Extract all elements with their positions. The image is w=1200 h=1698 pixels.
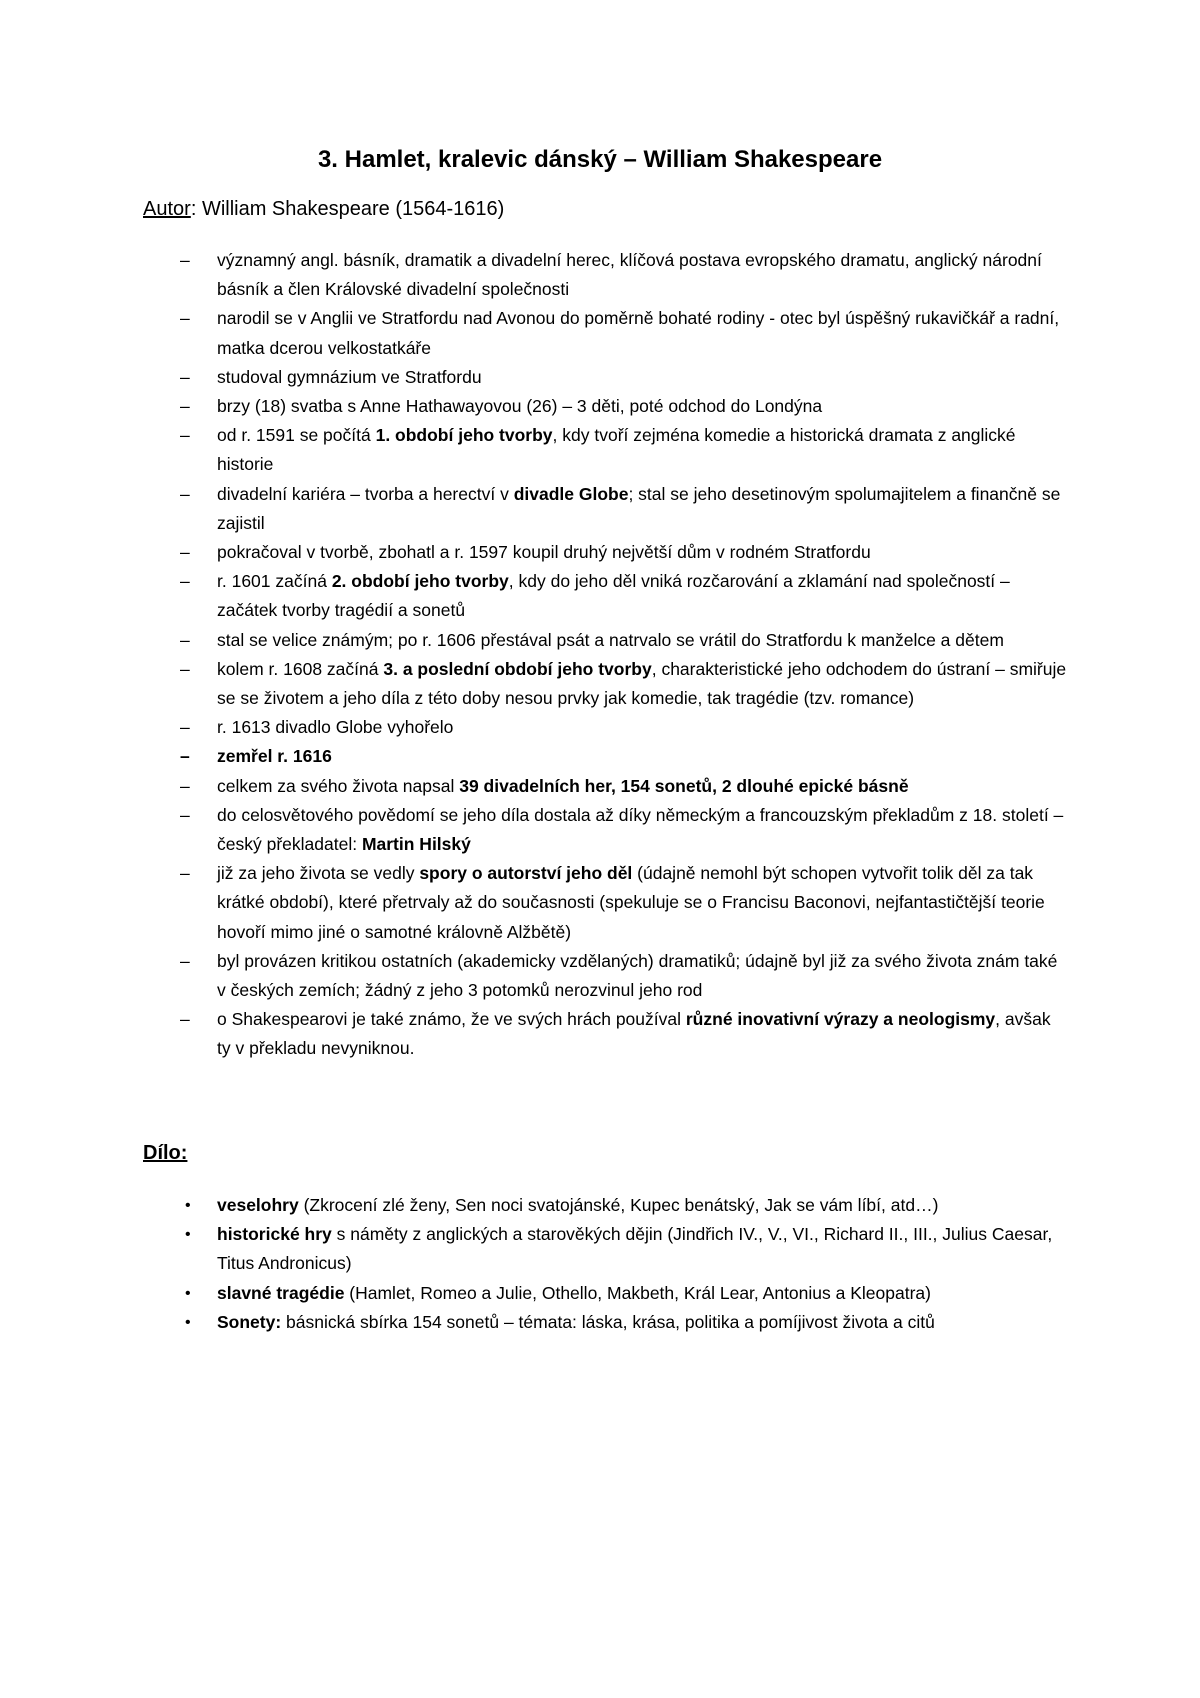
fact-item bbox=[143, 421, 1068, 479]
dash-marker: – bbox=[180, 804, 190, 825]
text-run: byl provázen kritikou ostatních (akademicky vzdělaných) dramatiků; údajně byl již za svého života znám také v českých zemích; žádný z jeho 3 potomků nerozvinul jeho rod bbox=[217, 950, 1058, 1001]
fact-item bbox=[143, 859, 1068, 947]
dash-marker: – bbox=[180, 863, 190, 884]
bold-text: různé inovativní výrazy a neologismy bbox=[685, 1009, 996, 1030]
text-run: již za jeho života se vedly bbox=[217, 863, 420, 884]
dash-marker: – bbox=[180, 1009, 190, 1030]
text-run: (údajně nemohl být schopen vytvořit tolik děl za tak krátké období), které přetrvaly až do současnosti (spekuluje se o Francisu Baconovi, nejfantastičtější teorie hovoří mimo jiné o samotné královně Alžbětě) bbox=[217, 863, 1045, 942]
fact-item bbox=[143, 947, 1068, 1005]
dash-marker: – bbox=[180, 308, 190, 329]
bullet-marker: • bbox=[185, 1313, 191, 1331]
facts-list bbox=[143, 246, 1068, 1064]
text-run: , avšak ty v překladu nevyniknou. bbox=[217, 1009, 1051, 1059]
text-run: , charakteristické jeho odchodem do ústraní – smiřuje se se životem a jeho díla z této doby nesou prvky jak komedie, tak tragédie (tzv. romance) bbox=[217, 658, 1067, 709]
author-line bbox=[143, 198, 504, 221]
bold-text: divadle Globe bbox=[513, 483, 629, 504]
bold-text: Martin Hilský bbox=[361, 834, 471, 855]
text-run: celkem za svého života napsal bbox=[217, 775, 460, 796]
bold-text: 1. období jeho tvorby bbox=[375, 425, 553, 446]
bold-text: 3. a poslední období jeho tvorby bbox=[383, 658, 652, 679]
fact-item bbox=[143, 626, 1068, 655]
dash-marker: – bbox=[180, 950, 190, 971]
text-run: ; stal se jeho desetinovým spolumajitelem a finančně se zajistil bbox=[217, 483, 1061, 533]
bold-text: 2. období jeho tvorby bbox=[331, 571, 509, 592]
bullet-marker: • bbox=[185, 1226, 191, 1244]
text-run: do celosvětového povědomí se jeho díla dostala až díky německým a francouzským překladům z 18. století – český překladatel: bbox=[217, 804, 1064, 855]
works-list bbox=[143, 1191, 1068, 1337]
dash-marker: – bbox=[180, 658, 190, 679]
text-run: (Zkrocení zlé ženy, Sen noci svatojánské, Kupec benátský, Jak se vám líbí, atd…) bbox=[298, 1195, 939, 1215]
fact-item bbox=[143, 567, 1068, 625]
dash-marker: – bbox=[180, 425, 190, 446]
text-run: pokračoval v tvorbě, zbohatl a r. 1597 koupil druhý největší dům v rodném Stratfordu bbox=[217, 542, 871, 563]
fact-item bbox=[143, 1005, 1068, 1063]
bullet-marker: • bbox=[185, 1197, 191, 1214]
fact-item bbox=[143, 363, 1068, 392]
text-run: , kdy do jeho děl vniká rozčarování a zklamání nad společností – začátek tvorby tragédií a sonetů bbox=[217, 571, 1010, 621]
fact-item bbox=[143, 304, 1068, 362]
dash-marker: – bbox=[180, 775, 190, 796]
fact-item bbox=[143, 655, 1068, 713]
text-run: r. 1601 začíná bbox=[217, 571, 332, 592]
fact-item bbox=[143, 742, 1068, 771]
text-run: divadelní kariéra – tvorba a herectví v bbox=[217, 483, 514, 504]
text-run: stal se velice známým; po r. 1606 přestával psát a natrvalo se vrátil do Stratfordu k manželce a dětem bbox=[217, 629, 1004, 650]
dash-marker: – bbox=[180, 542, 190, 563]
dash-marker: – bbox=[180, 250, 190, 270]
text-run: kolem r. 1608 začíná bbox=[217, 658, 384, 679]
fact-item bbox=[143, 480, 1068, 538]
text-run: od r. 1591 se počítá bbox=[217, 425, 376, 446]
dash-marker: – bbox=[180, 746, 190, 767]
author-separator: : bbox=[190, 198, 202, 220]
bold-text: 39 divadelních her, 154 sonetů, 2 dlouhé epické básně bbox=[459, 775, 909, 796]
fact-item bbox=[143, 713, 1068, 742]
works-heading: Dílo: bbox=[143, 1142, 188, 1164]
dash-marker: – bbox=[180, 483, 190, 504]
work-item bbox=[143, 1308, 1068, 1337]
text-run: o Shakespearovi je také známo, že ve svých hrách používal bbox=[217, 1009, 686, 1030]
bold-text: Sonety: bbox=[217, 1311, 282, 1332]
fact-item bbox=[143, 392, 1068, 421]
text-run: r. 1613 divadlo Globe vyhořelo bbox=[217, 717, 454, 738]
text-run: (Hamlet, Romeo a Julie, Othello, Makbeth, Král Lear, Antonius a Kleopatra) bbox=[344, 1282, 931, 1303]
fact-item bbox=[143, 538, 1068, 567]
text-run: zemřel r. 1616 bbox=[217, 746, 332, 767]
text-run: , kdy tvoří zejména komedie a historická dramata z anglické historie bbox=[217, 425, 1016, 475]
dash-marker: – bbox=[180, 366, 190, 387]
bold-text: veselohry bbox=[217, 1195, 299, 1215]
page-title: 3. Hamlet, kralevic dánský – William Shakespeare bbox=[317, 146, 883, 173]
author-value: William Shakespeare (1564-1616) bbox=[201, 198, 505, 220]
work-item bbox=[143, 1279, 1068, 1308]
bullet-marker: • bbox=[185, 1284, 191, 1302]
text-run: významný angl. básník, dramatik a divadelní herec, klíčová postava evropského dramatu, anglický národní básník a člen Královské divadelní společnosti bbox=[217, 250, 1042, 300]
dash-marker: – bbox=[180, 396, 190, 417]
text-run: brzy (18) svatba s Anne Hathawayovou (26) – 3 děti, poté odchod do Londýna bbox=[217, 396, 823, 417]
work-item bbox=[143, 1220, 1068, 1278]
work-item bbox=[143, 1191, 1068, 1220]
fact-item bbox=[143, 801, 1068, 859]
text-run: s náměty z anglických a starověkých dějin (Jindřich IV., V., VI., Richard II., III., Julius Caesar, Titus Andronicus) bbox=[217, 1224, 1053, 1274]
text-run: studoval gymnázium ve Stratfordu bbox=[217, 366, 482, 387]
dash-marker: – bbox=[180, 717, 190, 738]
fact-item bbox=[143, 246, 1068, 304]
bold-text: slavné tragédie bbox=[217, 1282, 345, 1303]
dash-marker: – bbox=[180, 629, 190, 650]
text-run: básnická sbírka 154 sonetů – témata: láska, krása, politika a pomíjivost života a citů bbox=[281, 1311, 935, 1332]
bold-text: spory o autorství jeho děl bbox=[419, 863, 633, 884]
text-run: narodil se v Anglii ve Stratfordu nad Avonou do poměrně bohaté rodiny - otec byl úspěšný rukavičkář a radní, matka dcerou velkostatkáře bbox=[217, 308, 1060, 358]
dash-marker: – bbox=[180, 571, 190, 592]
bold-text: historické hry bbox=[217, 1224, 332, 1245]
fact-item bbox=[143, 772, 1068, 801]
author-label: Autor bbox=[143, 198, 191, 220]
